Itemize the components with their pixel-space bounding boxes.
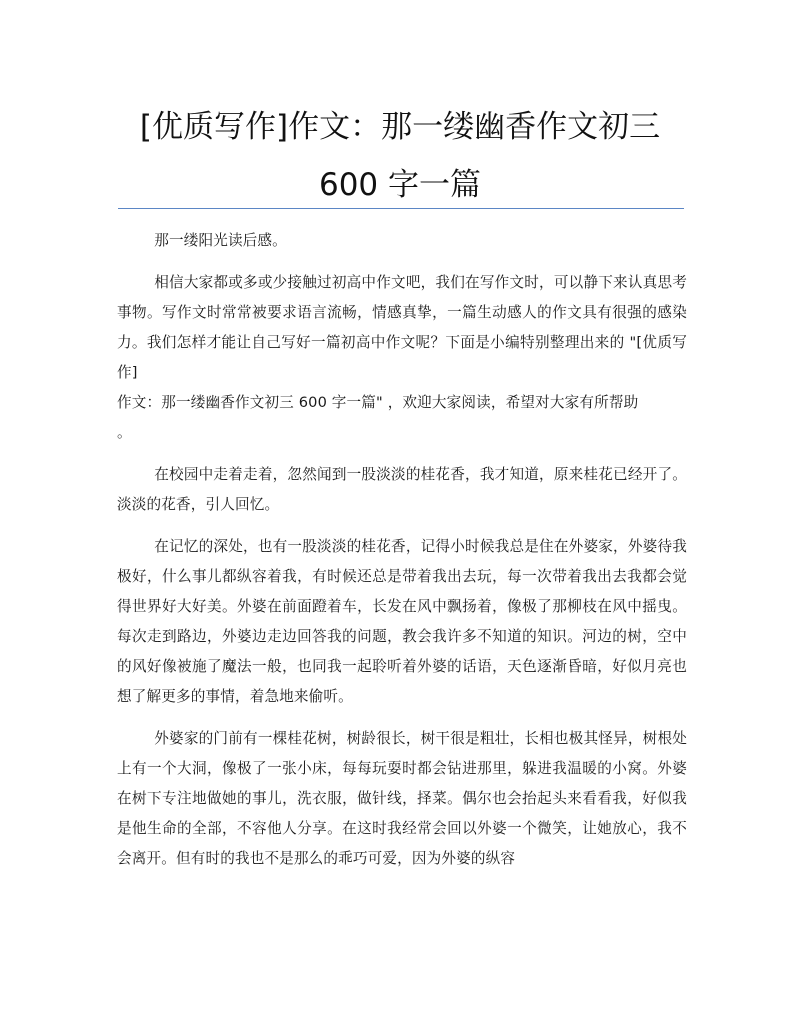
paragraph-intro-end: 。 <box>117 424 132 441</box>
document-title <box>100 98 700 214</box>
paragraph-intro-cont: 作文：那一缕幽香作文初三 600 字一篇" ，欢迎大家阅读，希望对大家有所帮助 <box>117 394 639 411</box>
paragraph-3: 外婆家的门前有一棵桂花树，树龄很长，树干很是粗壮，长相也极其怪异，树根处上有一个大洞，像极了一张小床，每每玩耍时都会钻进那里，躲进我温暖的小窝。外婆在树下专注地做她的事儿，洗衣服，做针线，择菜。偶尔也会抬起头来看看我，好似我是他生命的全部，不容他人分享。在这时我经常会回以外婆一个微笑，让她放心，我不会离开。但有时的我也不是那么的乖巧可爱，因为外婆的纵容 <box>117 730 687 867</box>
title-divider <box>118 208 684 209</box>
paragraph-1: 在校园中走着走着，忽然闻到一股淡淡的桂花香，我才知道，原来桂花已经开了。淡淡的花香，引人回忆。 <box>117 466 687 513</box>
article-body <box>117 226 687 886</box>
title-line-2: 600 字一篇 <box>318 167 482 203</box>
paragraph-intro: 相信大家都或多或少接触过初高中作文吧，我们在写作文时，可以静下来认真思考事物。写作文时常常被要求语言流畅，情感真挚，一篇生动感人的作文具有很强的感染力。我们怎样才能让自己写好一篇初高中作文呢？下面是小编特别整理出来的 "[优质写作] <box>117 274 687 381</box>
title-line-1: [优质写作]作文：那一缕幽香作文初三 <box>139 109 661 145</box>
paragraph-subtitle: 那一缕阳光读后感。 <box>154 232 287 249</box>
paragraph-2: 在记忆的深处，也有一股淡淡的桂花香，记得小时候我总是住在外婆家，外婆待我极好，什么事儿都纵容着我，有时候还总是带着我出去玩，每一次带着我出去我都会觉得世界好大好美。外婆在前面蹬着车，长发在风中飘扬着，像极了那柳枝在风中摇曳。每次走到路边，外婆边走边回答我的问题，教会我许多不知道的知识。河边的树，空中的风好像被施了魔法一般，也同我一起聆听着外婆的话语，天色逐渐昏暗，好似月亮也想了解更多的事情，着急地来偷听。 <box>117 538 687 705</box>
